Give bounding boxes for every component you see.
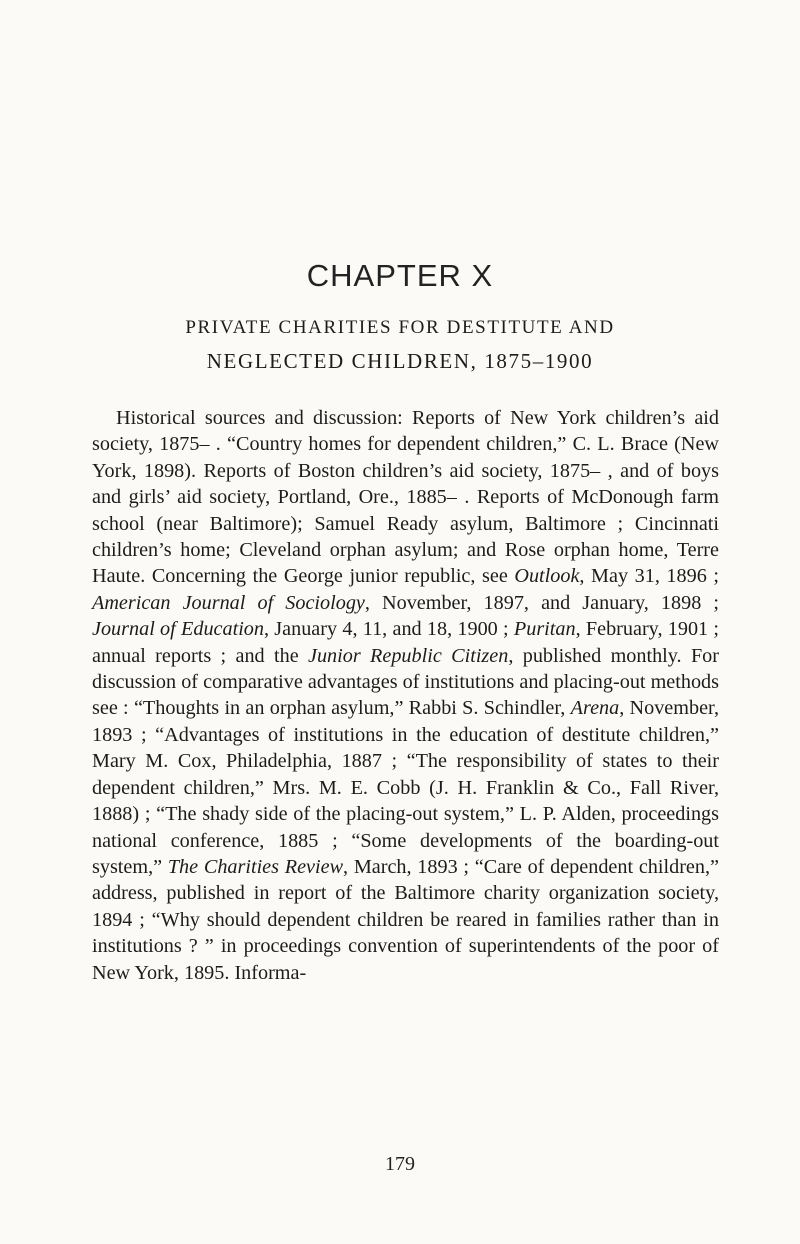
body-paragraph	[92, 405, 719, 986]
chapter-heading: CHAPTER X	[306, 258, 494, 293]
text-run: , May 31, 1896 ;	[579, 565, 719, 588]
text-run: , November, 1897, and January, 1898 ;	[364, 591, 719, 614]
text-run: , March, 1893 ; “Care of dependent children,” address, published in report of the Baltimore charity organization society, 1894 ; “Why should dependent children be reared in families rather than in institutions ? ” in proceedings convention of superintendents of the poor of New York, 1895. Informa-	[92, 855, 719, 984]
chapter-title-line-1: PRIVATE CHARITIES FOR DESTITUTE AND	[185, 317, 615, 338]
italic-title: Puritan	[513, 618, 576, 641]
italic-title: Arena	[570, 697, 620, 720]
italic-title: Journal of Education	[92, 618, 264, 641]
text-run: , January 4, 11, and 18, 1900 ;	[264, 618, 514, 641]
italic-title: The Charities Review	[167, 855, 344, 878]
text-run: , November, 1893 ; “Advantages of institutions in the education of destitute children,” Mary M. Cox, Philadelphia, 1887 ; “The responsibility of states to their dependent children,” Mrs. M. E. Cobb (J. H. Franklin & Co., Fall River, 1888) ; “The shady side of the placing-out system,” L. P. Alden, proceedings national conference, 1885 ; “Some developments of the boarding-out system,”	[92, 697, 719, 878]
text-run: , published monthly. For discussion of comparative advantages of institutions and placing-out methods see : “Thoughts in an orphan asylum,” Rabbi S. Schindler,	[92, 644, 719, 720]
italic-title: Outlook	[514, 565, 580, 588]
italic-title: Junior Republic Citizen	[308, 644, 509, 667]
page-number: 179	[385, 1153, 415, 1175]
text-run: Historical sources and discussion: Reports of New York children’s aid society, 1875– . “Country homes for dependent children,” C. L. Brace (New York, 1898). Reports of Boston children’s aid society, 1875– , and of boys and girls’ aid society, Portland, Ore., 1885– . Reports of McDonough farm school (near Baltimore); Samuel Ready asylum, Baltimore ; Cincinnati children’s home; Cleveland orphan asylum; and Rose orphan home, Terre Haute. Concerning the George junior republic, see	[92, 407, 719, 588]
text-run: , February, 1901 ; annual reports ; and the	[92, 618, 719, 667]
chapter-title-line-2: NEGLECTED CHILDREN, 1875–1900	[206, 349, 594, 373]
italic-title: American Journal of Sociology	[92, 591, 365, 614]
